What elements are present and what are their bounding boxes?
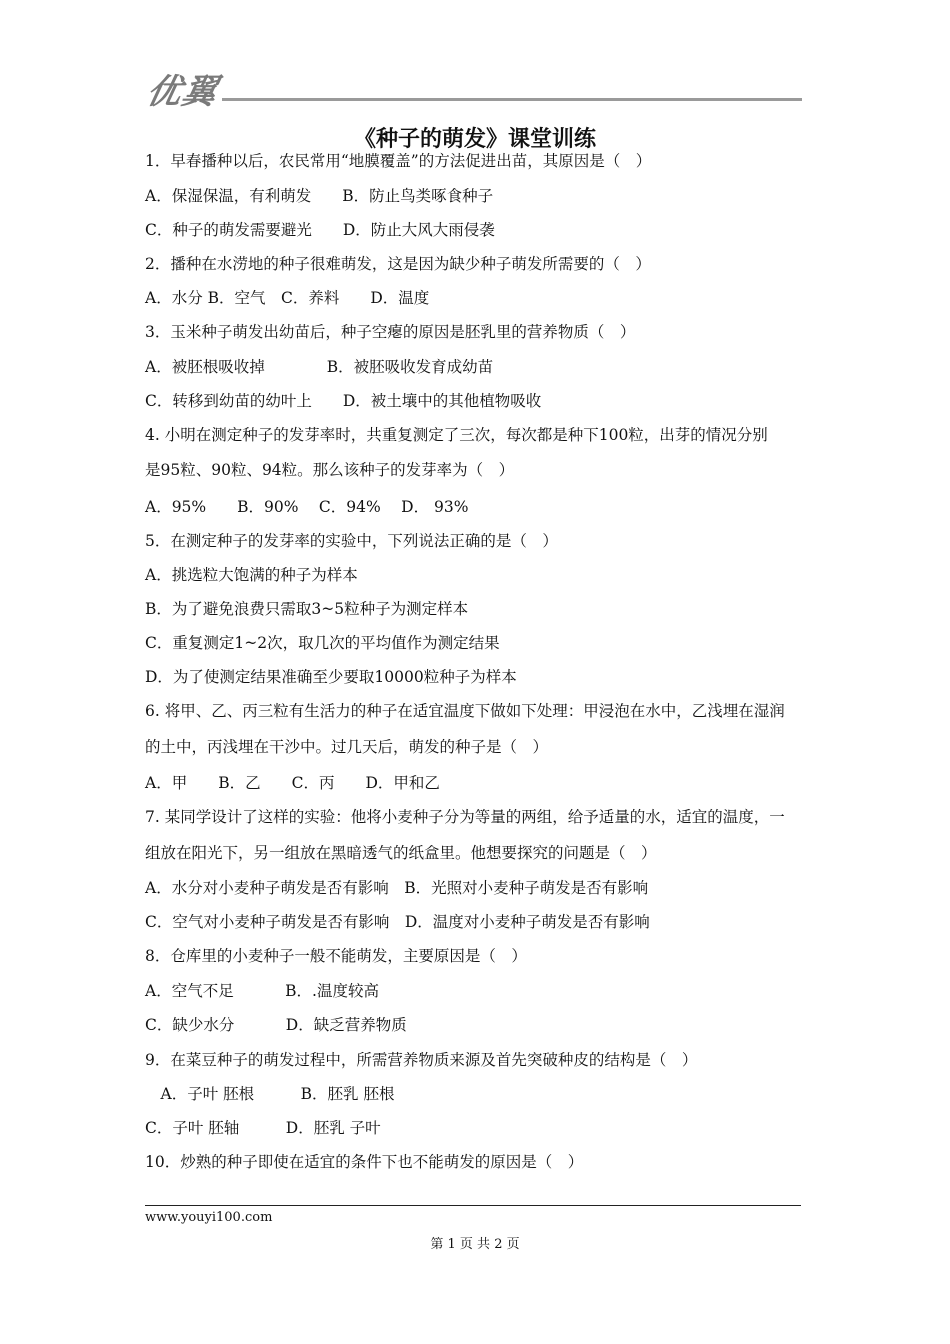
text-line: 8．仓库里的小麦种子一般不能萌发，主要原因是（ ） bbox=[145, 947, 527, 965]
text-line: 10．炒熟的种子即使在适宜的条件下也不能萌发的原因是（ ） bbox=[145, 1153, 584, 1171]
text-line: A．挑选粒大饱满的种子为样本 bbox=[145, 566, 358, 584]
text-line: 9．在菜豆种子的萌发过程中，所需营养物质来源及首先突破种皮的结构是（ ） bbox=[145, 1051, 698, 1069]
text-line: C．子叶 胚轴 D．胚乳 子叶 bbox=[145, 1119, 381, 1137]
text-line: A．95% B．90% C．94% D． 93% bbox=[145, 498, 469, 516]
text-line: 5．在测定种子的发芽率的实验中，下列说法正确的是（ ） bbox=[145, 532, 558, 550]
text-line: C．转移到幼苗的幼叶上 D．被土壤中的其他植物吸收 bbox=[145, 392, 542, 410]
text-line: A．水分 B．空气 C．养料 D．温度 bbox=[145, 289, 430, 307]
text-line: 6. 将甲、乙、丙三粒有生活力的种子在适宜温度下做如下处理：甲浸泡在水中，乙浅埋在湿润 bbox=[145, 702, 785, 720]
text-line: 是95粒、90粒、94粒。那么该种子的发芽率为（ ） bbox=[145, 461, 515, 479]
text-line: A．甲 B．乙 C．丙 D．甲和乙 bbox=[145, 774, 440, 792]
text-line: C．种子的萌发需要避光 D．防止大风大雨侵袭 bbox=[145, 221, 495, 239]
text-line: A．空气不足 B．.温度较高 bbox=[145, 982, 379, 1000]
text-line: C．空气对小麦种子萌发是否有影响 D．温度对小麦种子萌发是否有影响 bbox=[145, 913, 650, 931]
page-title: 《种子的萌发》课堂训练 bbox=[353, 127, 596, 152]
footer-divider bbox=[145, 1205, 801, 1206]
text-line: D．为了使测定结果准确至少要取10000粒种子为样本 bbox=[145, 668, 517, 686]
text-line: C．缺少水分 D．缺乏营养物质 bbox=[145, 1016, 407, 1034]
text-line: A．被胚根吸收掉 B．被胚吸收发育成幼苗 bbox=[145, 358, 494, 376]
text-line: 3．玉米种子萌发出幼苗后，种子空瘪的原因是胚乳里的营养物质（ ） bbox=[145, 323, 636, 341]
text-line: A．保湿保温，有利萌发 B．防止鸟类啄食种子 bbox=[145, 187, 494, 205]
text-line: A．子叶 胚根 B．胚乳 胚根 bbox=[145, 1085, 395, 1103]
text-line: 2．播种在水涝地的种子很难萌发，这是因为缺少种子萌发所需要的（ ） bbox=[145, 255, 651, 273]
text-line: 7. 某同学设计了这样的实验：他将小麦种子分为等量的两组，给予适量的水，适宜的温度，一 bbox=[145, 808, 785, 826]
text-line: A．水分对小麦种子萌发是否有影响 B．光照对小麦种子萌发是否有影响 bbox=[145, 879, 649, 897]
text-line: 4. 小明在测定种子的发芽率时，共重复测定了三次，每次都是种下100粒，出芽的情况分别 bbox=[145, 426, 768, 444]
footer-url: www.youyi100.com bbox=[145, 1210, 273, 1225]
page-number: 第 1 页 共 2 页 bbox=[430, 1237, 520, 1252]
text-line: C．重复测定1~2次，取几次的平均值作为测定结果 bbox=[145, 634, 500, 652]
text-line: 的土中，丙浅埋在干沙中。过几天后，萌发的种子是（ ） bbox=[145, 738, 549, 756]
text-line: 组放在阳光下，另一组放在黑暗透气的纸盒里。他想要探究的问题是（ ） bbox=[145, 844, 657, 862]
text-line: B．为了避免浪费只需取3~5粒种子为测定样本 bbox=[145, 600, 469, 618]
header-divider bbox=[222, 98, 802, 101]
text-line: 1．早春播种以后，农民常用“地膜覆盖”的方法促进出苗，其原因是（ ） bbox=[145, 152, 652, 170]
logo: 优翼 bbox=[143, 72, 222, 112]
